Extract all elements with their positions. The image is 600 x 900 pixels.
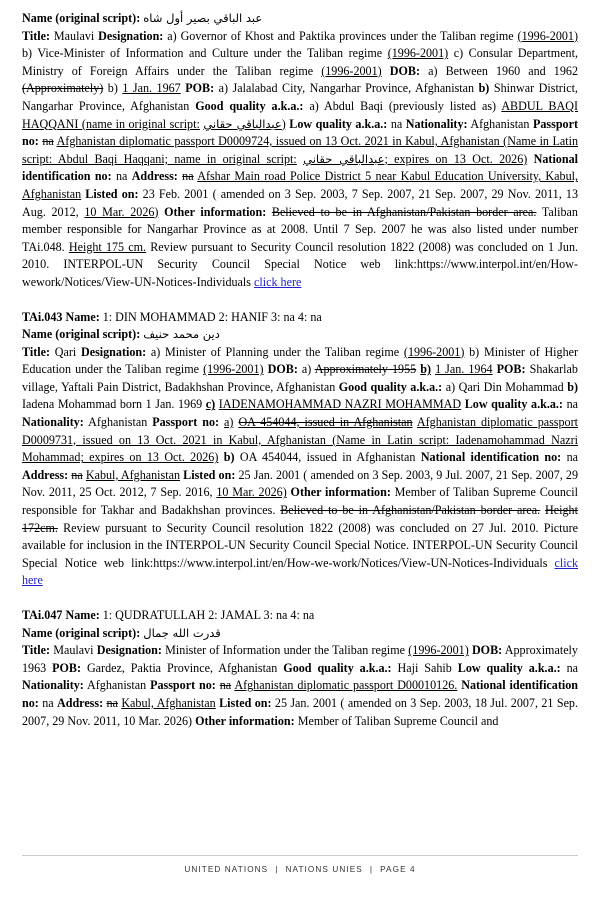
- good-aka-c: IADENAMOHAMMAD NAZRI MOHAMMAD: [218, 397, 462, 412]
- listed-on-new: 10 Mar. 2026): [216, 485, 287, 500]
- address-label: Address:: [131, 169, 178, 184]
- passport-value: Afghanistan diplomatic passport D00010126.: [234, 678, 458, 693]
- national-id-value: na: [42, 695, 54, 710]
- name-parts: 1: QUDRATULLAH 2: JAMAL 3: na 4: na: [102, 608, 315, 622]
- designation-b: b) Vice-Minister of Information and Culture under the Taliban regime (1996-2001): [22, 46, 449, 61]
- title-value: Maulavi: [53, 28, 95, 43]
- address-label: Address:: [56, 695, 104, 710]
- nationality-label: Nationality:: [22, 678, 84, 693]
- footer-sep-2: |: [369, 865, 374, 874]
- dob-a: a) Approximately 1955: [301, 362, 417, 377]
- designation-value: Minister of Information under the Taliban regime: [165, 643, 406, 658]
- click-here-link[interactable]: click here: [22, 555, 578, 588]
- title-label: Title:: [22, 28, 50, 43]
- dob-label: DOB:: [389, 63, 420, 78]
- passport-value: Afghanistan diplomatic passport D0009724, issued on 13 Oct. 2021 in Kabul, Afghanistan (Name in Latin script: Abdul Baqi Haqqani; name in original script:: [22, 134, 578, 166]
- national-id-label: National identification no:: [420, 450, 562, 465]
- address-strike: na: [182, 169, 194, 184]
- entry-ref: TAi.043: [22, 309, 63, 324]
- nationality-label: Nationality:: [22, 415, 84, 430]
- low-aka-value: na: [390, 116, 403, 131]
- dob-value: Approximately 1963: [22, 643, 578, 675]
- low-aka-value: na: [566, 660, 579, 675]
- listed-on-label: Listed on:: [219, 695, 272, 710]
- footer-divider: [22, 855, 578, 856]
- footer-page-number: PAGE 4: [380, 865, 416, 874]
- footer-left: UNITED NATIONS: [184, 865, 269, 874]
- other-info-label: Other information:: [290, 485, 391, 500]
- low-aka-label: Low quality a.k.a.:: [457, 660, 561, 675]
- pob-label: POB:: [185, 81, 215, 96]
- nationality-label: Nationality:: [405, 116, 468, 131]
- passport-a-strike: OA 454044, issued in Afghanistan: [238, 415, 413, 430]
- name-original-script-label: Name (original script):: [22, 11, 141, 25]
- entry-ref: TAi.047: [22, 608, 63, 622]
- title-value: Maulavi: [53, 643, 94, 658]
- passport-a-value: Afghanistan diplomatic passport D0009731, issued on 13 Oct. 2021 in Kabul, Afghanistan (Name in Latin script: Iadenamohammad Nazri Mohammad; expires on 13 Oct. 2026): [22, 415, 578, 465]
- other-info-strike: Believed to be in Afghanistan/Pakistan border area.: [280, 503, 541, 518]
- name-original-script-label: Name (original script):: [22, 327, 141, 342]
- name-original-script-value: دين محمد حنيف: [143, 327, 220, 342]
- other-info-label: Other information:: [195, 713, 295, 728]
- sanctions-entry-abdul-baqi: [22, 10, 578, 292]
- passport-label: Passport no:: [152, 415, 220, 430]
- name-original-script-label: Name (original script):: [22, 625, 141, 640]
- national-id-value: na: [566, 450, 578, 465]
- other-info-value: Taliban member responsible for Nangarhar Province as at 2008. Until 7 Sep. 2007 he was also listed under number TAi.048.: [22, 204, 578, 254]
- listed-on-value: 25 Jan. 2001 ( amended on 3 Sep. 2003, 9 Jul. 2007, 21 Sep. 2007, 29 Nov. 2011, 25 Oct. 2012, 7 Sep. 2016,: [22, 467, 579, 500]
- title-label: Title:: [22, 643, 50, 658]
- address-strike: na: [106, 695, 118, 710]
- designation-label: Designation:: [98, 28, 164, 43]
- designation-b: b) Minister of Higher Education under the Taliban regime (1996-2001): [22, 344, 579, 377]
- national-id-label: National identification no:: [22, 678, 579, 710]
- national-id-value: na: [115, 169, 128, 184]
- designation-a: a) Minister of Planning under the Taliban regime (1996-2001): [150, 344, 465, 359]
- pob-b: Shinwar District, Nangarhar Province, Afghanistan: [22, 81, 578, 113]
- other-info-value: Member of Taliban Supreme Council responsible for Takhar and Badakhshan provinces.: [22, 485, 579, 518]
- dob-b: 1 Jan. 1964: [435, 362, 493, 377]
- designation-b-period: (1996-2001): [387, 46, 449, 61]
- footer-middle: NATIONS UNIES: [285, 865, 363, 874]
- designation-label: Designation:: [80, 344, 147, 359]
- height-value: Height 175 cm.: [68, 239, 147, 254]
- national-id-label: National identification no:: [22, 151, 578, 184]
- passport-label: Passport no:: [150, 678, 216, 693]
- passport-strike: na: [219, 678, 232, 693]
- passport-tail: ; expires on 13 Oct. 2026): [384, 151, 528, 166]
- title-value: Qari: [54, 344, 77, 359]
- good-aka-label: Good quality a.k.a.:: [283, 660, 392, 675]
- other-info-label: Other information:: [164, 204, 267, 219]
- low-aka-label: Low quality a.k.a.:: [289, 116, 388, 131]
- listed-on-value: 23 Feb. 2001 ( amended on 3 Sep. 2003, 7 Sep. 2007, 21 Sep. 2007, 29 Nov. 2011, 13 Aug. 2012,: [22, 186, 578, 219]
- pob-label: POB:: [52, 660, 82, 675]
- designation-label: Designation:: [96, 643, 162, 658]
- low-aka-value: na: [566, 397, 578, 412]
- good-aka-label: Good quality a.k.a.:: [195, 98, 304, 113]
- passport-b-value: OA 454044, issued in Afghanistan: [239, 450, 416, 465]
- good-aka-value: Haji Sahib: [397, 660, 452, 675]
- other-info-strike: Believed to be in Afghanistan/Pakistan border area.: [271, 204, 537, 219]
- listed-on-new: 10 Mar. 2026): [84, 204, 159, 219]
- title-label: Title:: [22, 344, 50, 359]
- entry-body: Name (original script): عبد الباقي بصير أول شاه Title: Maulavi Designation: a) Governor of Khost and Paktika provinces under the Taliban regime (1996-2001) b) Vice-Minister of Information and Culture under the Taliban regime (1996-2001) c) Consular Department, Ministry of Foreign Affairs under the Taliban regime (1996-2001) DOB: a) Between 1960 and 1962 (Approximately) b) 1 Jan. 1967 POB: a) Jalalabad City, Nangarhar Province, Afghanistan b) Shinwar District, Nangarhar Province, Afghanistan Good quality a.k.a.: a) Abdul Baqi (previously listed as) ABDUL BAQI HAQQANI (name in original script: عبدالباقي حقاني) Low quality a.k.a.: na Nationality: Afghanistan Passport no: na Afghanistan diplomatic passport D0009724, issued on 13 Oct. 2021 in Kabul, Afghanistan (Name in Latin script: Abdul Baqi Haqqani; name in original script: عبدالباقي حقاني; expires on 13 Oct. 2026) National identification no: na Address: na Afshar Main road Police District 5 near Kabul Education University, Kabul, Afghanistan Listed on: 23 Feb. 2001 ( amended on 3 Sep. 2003, 7 Sep. 2007, 21 Sep. 2007, 29 Nov. 2011, 13 Aug. 2012, 10 Mar. 2026) Other information: Believed to be in Afghanistan/Pakistan border area. Taliban member responsible for Nangarhar Province as at 2008. Until 7 Sep. 2007 he was also listed under number TAi.048. Height 175 cm. Review pursuant to Security Council resolution 1822 (2008) was concluded on 1 Jun. 2010. INTERPOL-UN Security Council Special Notice web link:https://www.interpol.int/en/How-wework/Notices/View-UN-Notices-Individuals click here: [22, 11, 579, 289]
- entry-gap: [22, 590, 578, 607]
- entry-body: [22, 607, 578, 730]
- sanctions-entry-din-mohammad-hanif: [22, 309, 578, 591]
- passport-script: عبدالباقي حقاني: [303, 151, 385, 166]
- nationality-value: Afghanistan: [470, 116, 530, 131]
- address-value: Afshar Main road Police District 5 near Kabul Education University, Kabul, Afghanistan: [22, 169, 578, 201]
- listed-on-value: 25 Jan. 2001 ( amended on 3 Sep. 2003, 18 Jul. 2007, 21 Sep. 2007, 29 Nov. 2011, 10 Mar. 2026): [22, 695, 579, 728]
- pob-a: a) Jalalabad City, Nangarhar Province, Afghanistan: [218, 81, 475, 96]
- other-info-value: Member of Taliban Supreme Council and: [297, 713, 499, 728]
- sanctions-entry-qudratullah-jamal: [22, 607, 578, 730]
- dob-b: b) 1 Jan. 1967: [107, 81, 181, 96]
- name-parts: 1: DIN MOHAMMAD 2: HANIF 3: na 4: na: [102, 309, 322, 324]
- name-label: Name:: [65, 309, 100, 324]
- entry-body: TAi.043 Name: 1: DIN MOHAMMAD 2: HANIF 3: na 4: na Name (original script): دين محمد حنيف Title: Qari Designation: a) Minister of Planning under the Taliban regime (1996-2001) b) Minister of Higher Education under the Taliban regime (1996-2001) DOB: a) Approximately 1955 b) 1 Jan. 1964 POB: Shakarlab village, Yaftali Pain District, Badakhshan Province, Afghanistan Good quality a.k.a.: a) Qari Din Mohammad b) Iadena Mohammad born 1 Jan. 1969 c) IADENAMOHAMMAD NAZRI MOHAMMAD Low quality a.k.a.: na Nationality: Afghanistan Passport no: a) OA 454044, issued in Afghanistan Afghanistan diplomatic passport D0009731, issued on 13 Oct. 2021 in Kabul, Afghanistan (Name in Latin script: Iadenamohammad Nazri Mohammad; expires on 13 Oct. 2026) b) OA 454044, issued in Afghanistan National identification no: na Address: na Kabul, Afghanistan Listed on: 25 Jan. 2001 ( amended on 3 Sep. 2003, 9 Jul. 2007, 21 Sep. 2007, 29 Nov. 2011, 25 Oct. 2012, 7 Sep. 2016, 10 Mar. 2026) Other information: Member of Taliban Supreme Council responsible for Takhar and Badakhshan provinces. Believed to be in Afghanistan/Pakistan border area. Height 172cm. Review pursuant to Security Council resolution 1822 (2008) was concluded on 27 Jul. 2010. Picture available for inclusion in the INTERPOL-UN Security Council Special Notice. INTERPOL-UN Security Council Special Notice web link:https://www.interpol.int/en/How-we-work/Notices/View-UN-Notices-Individuals click here: [22, 309, 579, 588]
- pob-label: POB:: [496, 362, 526, 377]
- designation-c-period: (1996-2001): [321, 63, 382, 78]
- nationality-value: Afghanistan: [88, 415, 148, 430]
- footer-sep-1: |: [275, 865, 279, 874]
- good-aka-b: Iadena Mohammad born 1 Jan. 1969: [22, 397, 203, 412]
- name-label: Name:: [65, 608, 100, 622]
- review-text: Review pursuant to Security Council resolution 1822 (2008) was concluded on 27 Jul. 2010. Picture available for inclusion in the INTERPOL-UN Security Council Special Notice. INTERPOL-UN Security Council Special Notice web link:https://www.interpol.int/en/How-we-work/Notices/View-UN-Notices-Individuals: [22, 520, 578, 570]
- click-here-link[interactable]: click here: [254, 274, 302, 289]
- entry-gap: [22, 292, 578, 309]
- nationality-value: Afghanistan: [87, 678, 147, 693]
- passport-label: Passport no:: [22, 116, 578, 149]
- listed-on-label: Listed on:: [85, 186, 139, 201]
- low-aka-label: Low quality a.k.a.:: [464, 397, 563, 412]
- listed-on-label: Listed on:: [183, 467, 236, 482]
- address-value: Kabul, Afghanistan: [121, 695, 216, 710]
- review-text: Review pursuant to Security Council resolution 1822 (2008) was concluded on 1 Jun. 2010. INTERPOL-UN Security Council Special Notice web link:https://www.interpol.int/en/How-wework/Notices/View-UN-Notices-Individuals: [22, 239, 579, 289]
- designation-c: c) Consular Department, Ministry of Foreign Affairs under the Taliban regime (1996-2001): [22, 46, 578, 78]
- good-aka-c-label: c): [205, 397, 216, 412]
- passport-strike: na: [42, 134, 54, 149]
- good-aka-a: a) Qari Din Mohammad: [445, 379, 564, 394]
- designation-period: (1996-2001): [408, 643, 469, 658]
- dob-label: DOB:: [471, 643, 503, 658]
- height-strike: Height 172cm.: [22, 503, 578, 535]
- designation-a: a) Governor of Khost and Paktika provinces under the Taliban regime (1996-2001): [167, 28, 579, 43]
- dob-label: DOB:: [267, 362, 298, 377]
- good-aka-label: Good quality a.k.a.:: [338, 379, 443, 394]
- pob-value: Shakarlab village, Yaftali Pain District, Badakhshan Province, Afghanistan: [22, 362, 578, 394]
- page-footer: [0, 865, 600, 874]
- pob-value: Gardez, Paktia Province, Afghanistan: [86, 660, 278, 675]
- name-original-script-value: عبد الباقي بصير أول شاه: [143, 11, 263, 25]
- name-original-script-value: قدرت الله جمال: [143, 625, 221, 640]
- address-label: Address:: [22, 467, 69, 482]
- designation-a-period: (1996-2001): [517, 28, 579, 43]
- dob-a: a) Between 1960 and 1962 (Approximately): [22, 63, 578, 96]
- passport-a-label: a): [224, 415, 234, 430]
- address-strike: na: [71, 467, 83, 482]
- good-aka-a: a) Abdul Baqi (previously listed as) ABDUL BAQI HAQQANI (name in original script: عبدالباقي حقاني): [22, 98, 578, 131]
- address-value: Kabul, Afghanistan: [85, 467, 181, 482]
- dob-a-strike: (Approximately): [22, 81, 104, 96]
